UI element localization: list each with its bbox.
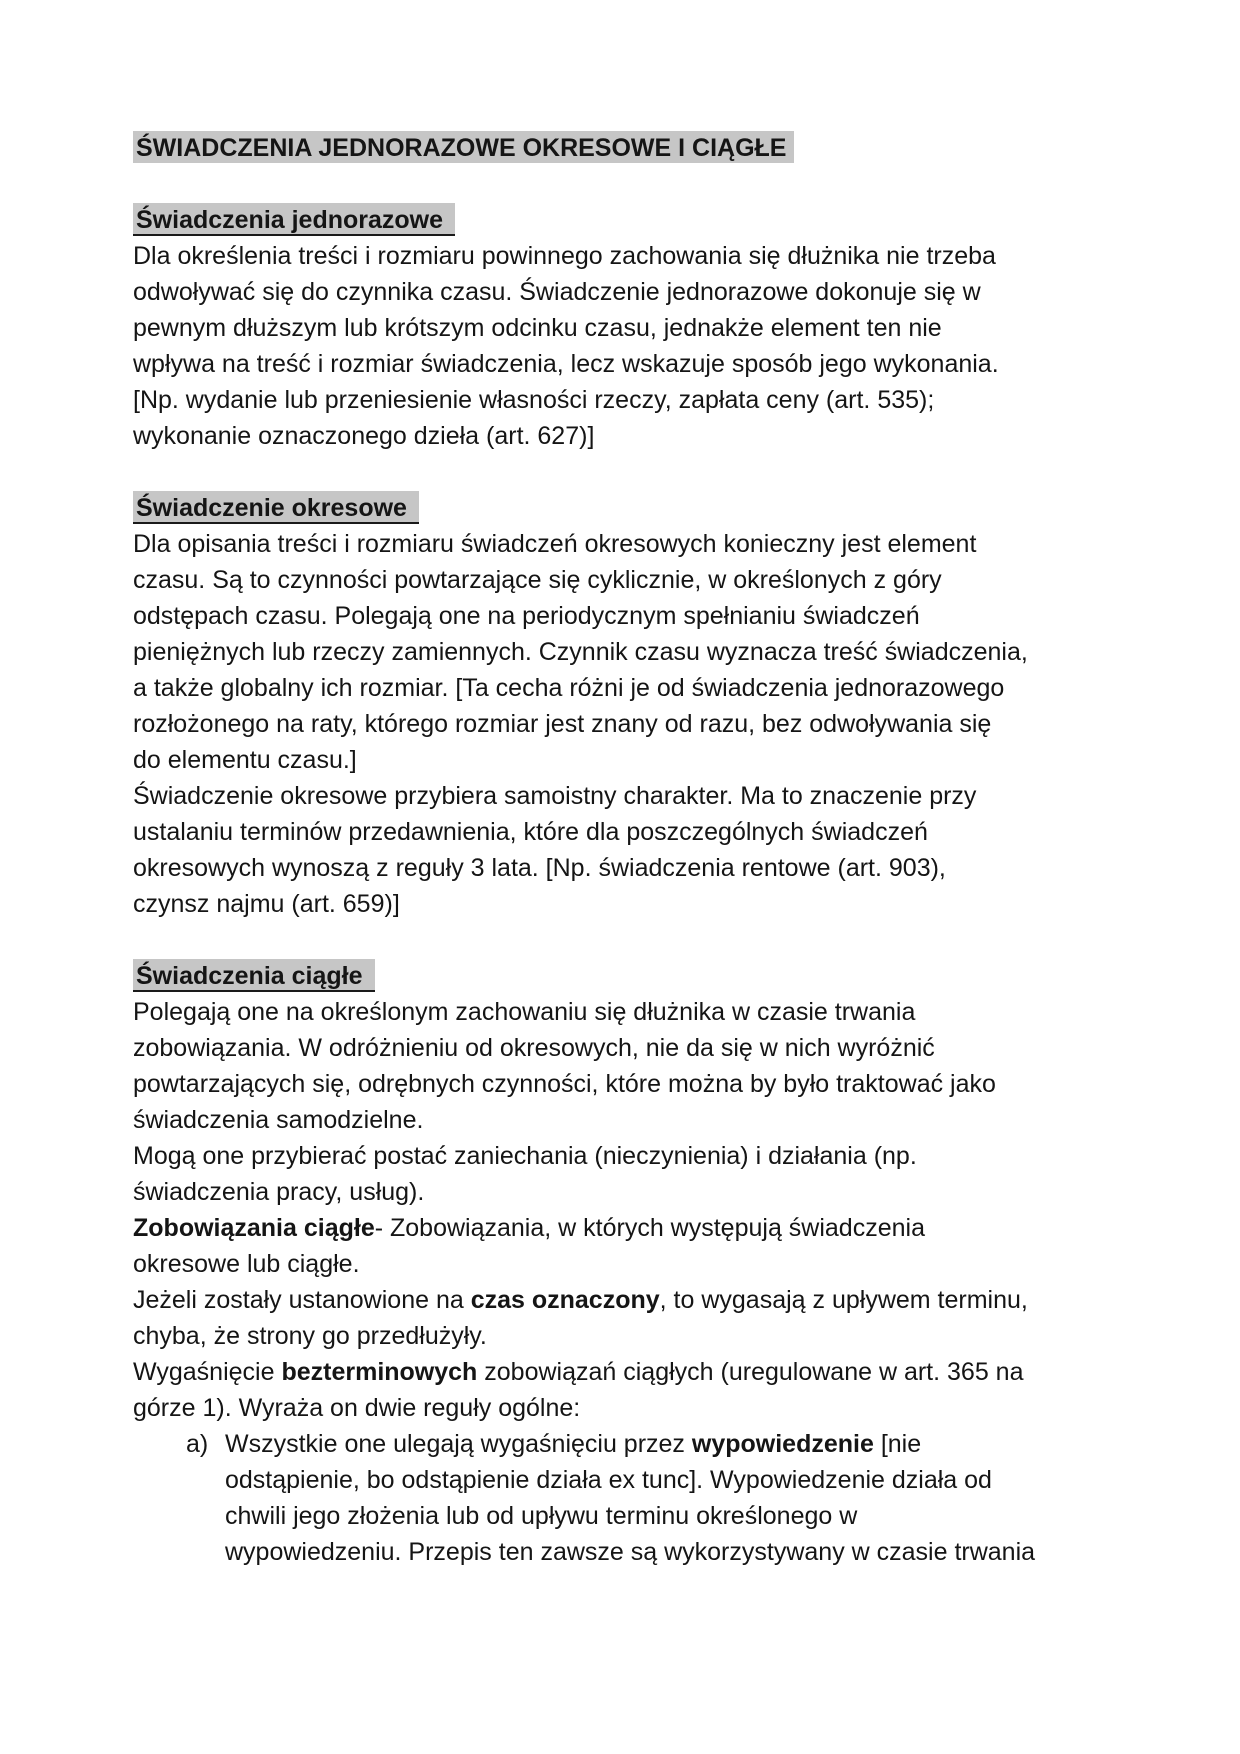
paragraph-line: [133, 634, 1130, 670]
page-title-line: [133, 130, 1130, 166]
bold-run: Świadczenie okresowe: [136, 494, 407, 522]
paragraph-line: [133, 1246, 1130, 1282]
list-item-line: [133, 1462, 1130, 1498]
paragraph-line: [133, 994, 1130, 1030]
text-run: odstępach czasu. Polegają one na periodycznym spełnianiu świadczeń: [133, 602, 920, 630]
text-run: świadczenia samodzielne.: [133, 1106, 424, 1134]
list-item-line: [133, 1534, 1130, 1570]
paragraph-line: [133, 670, 1130, 706]
paragraph-line: [133, 1318, 1130, 1354]
paragraph-line: [133, 1210, 1130, 1246]
paragraph-line: [133, 1354, 1130, 1390]
text-run: rozłożonego na raty, którego rozmiar jest znany od razu, bez odwoływania się: [133, 710, 992, 738]
text-run: Mogą one przybierać postać zaniechania (nieczynienia) i działania (np.: [133, 1142, 917, 1170]
text-run: czasu. Są to czynności powtarzające się cyklicznie, w określonych z góry: [133, 566, 942, 594]
text-run: [nie: [873, 1430, 922, 1458]
paragraph-line: [133, 814, 1130, 850]
list-item-line: [133, 1426, 1130, 1462]
bold-run: czas oznaczony: [470, 1286, 660, 1314]
paragraph-line: [133, 1030, 1130, 1066]
text-run: okresowych wynoszą z reguły 3 lata. [Np. świadczenia rentowe (art. 903),: [133, 854, 946, 882]
text-run: Jeżeli zostały ustanowione na: [133, 1286, 471, 1314]
text-run: czynsz najmu (art. 659)]: [133, 890, 400, 918]
text-run: Wszystkie one ulegają wygaśnięciu przez: [225, 1430, 692, 1458]
text-run: górze 1). Wyraża on dwie reguły ogólne:: [133, 1394, 581, 1422]
text-run: odstąpienie, bo odstąpienie działa ex tunc]. Wypowiedzenie działa od: [225, 1466, 992, 1494]
text-run: powtarzających się, odrębnych czynności, które można by było traktować jako: [133, 1070, 996, 1098]
paragraph-line: [133, 526, 1130, 562]
paragraph-line: [133, 850, 1130, 886]
text-run: Dla opisania treści i rozmiaru świadczeń okresowych konieczny jest element: [133, 530, 977, 558]
blank-line: [133, 166, 1130, 202]
text-run: , to wygasają z upływem terminu,: [659, 1286, 1028, 1314]
section-heading-line: [133, 202, 1130, 238]
bold-run: Zobowiązania ciągłe: [133, 1214, 375, 1242]
section-heading: [133, 959, 375, 992]
text-run: chyba, że strony go przedłużyły.: [133, 1322, 487, 1350]
text-run: Świadczenie okresowe przybiera samoistny charakter. Ma to znaczenie przy: [133, 782, 977, 810]
text-run: chwili jego złożenia lub od upływu terminu określonego w: [225, 1502, 858, 1530]
text-run: wpływa na treść i rozmiar świadczenia, lecz wskazuje sposób jego wykonania.: [133, 350, 999, 378]
text-run: odwoływać się do czynnika czasu. Świadczenie jednorazowe dokonuje się w: [133, 278, 981, 306]
bold-run: bezterminowych: [281, 1358, 478, 1386]
text-run: [Np. wydanie lub przeniesienie własności rzeczy, zapłata ceny (art. 535);: [133, 386, 935, 414]
paragraph-line: [133, 598, 1130, 634]
paragraph-line: [133, 310, 1130, 346]
paragraph-line: [133, 562, 1130, 598]
text-run: wypowiedzeniu. Przepis ten zawsze są wykorzystywany w czasie trwania: [225, 1538, 1036, 1566]
paragraph-line: [133, 274, 1130, 310]
text-run: wykonanie oznaczonego dzieła (art. 627)]: [133, 422, 595, 450]
text-run: pewnym dłuższym lub krótszym odcinku czasu, jednakże element ten nie: [133, 314, 942, 342]
text-run: Dla określenia treści i rozmiaru powinnego zachowania się dłużnika nie trzeba: [133, 242, 996, 270]
bold-run: Świadczenia jednorazowe: [136, 206, 444, 234]
paragraph-line: [133, 706, 1130, 742]
paragraph-line: [133, 1282, 1130, 1318]
paragraph-line: [133, 346, 1130, 382]
text-run: pieniężnych lub rzeczy zamiennych. Czynnik czasu wyznacza treść świadczenia,: [133, 638, 1028, 666]
bold-run: Świadczenia ciągłe: [136, 962, 363, 990]
bold-run: wypowiedzenie: [691, 1430, 874, 1458]
paragraph-line: [133, 1066, 1130, 1102]
bold-run: ŚWIADCZENIA JEDNORAZOWE OKRESOWE I CIĄGŁE: [136, 134, 787, 162]
text-run: okresowe lub ciągłe.: [133, 1250, 360, 1278]
section-heading-line: [133, 958, 1130, 994]
section-heading: [133, 203, 455, 236]
paragraph-line: [133, 778, 1130, 814]
section-heading-line: [133, 490, 1130, 526]
text-run: ustalaniu terminów przedawnienia, które dla poszczególnych świadczeń: [133, 818, 928, 846]
paragraph-line: [133, 1102, 1130, 1138]
paragraph-line: [133, 742, 1130, 778]
text-run: świadczenia pracy, usług).: [133, 1178, 425, 1206]
paragraph-line: [133, 1174, 1130, 1210]
paragraph-line: [133, 1138, 1130, 1174]
text-run: a także globalny ich rozmiar. [Ta cecha różni je od świadczenia jednorazowego: [133, 674, 1005, 702]
paragraph-line: [133, 1390, 1130, 1426]
paragraph-line: [133, 418, 1130, 454]
paragraph-line: [133, 238, 1130, 274]
paragraph-line: [133, 886, 1130, 922]
list-marker: a): [186, 1430, 209, 1458]
text-run: - Zobowiązania, w których występują świadczenia: [374, 1214, 925, 1242]
text-run: Wygaśnięcie: [133, 1358, 282, 1386]
blank-line: [133, 454, 1130, 490]
blank-line: [133, 922, 1130, 958]
document-content: [133, 130, 1130, 1570]
text-run: do elementu czasu.]: [133, 746, 357, 774]
text-run: Polegają one na określonym zachowaniu się dłużnika w czasie trwania: [133, 998, 916, 1026]
text-run: zobowiązań ciągłych (uregulowane w art. 365 na: [477, 1358, 1024, 1386]
list-item-line: [133, 1498, 1130, 1534]
text-run: zobowiązania. W odróżnieniu od okresowych, nie da się w nich wyróżnić: [133, 1034, 935, 1062]
section-heading: [133, 491, 419, 524]
paragraph-line: [133, 382, 1130, 418]
page-title: [133, 131, 794, 163]
